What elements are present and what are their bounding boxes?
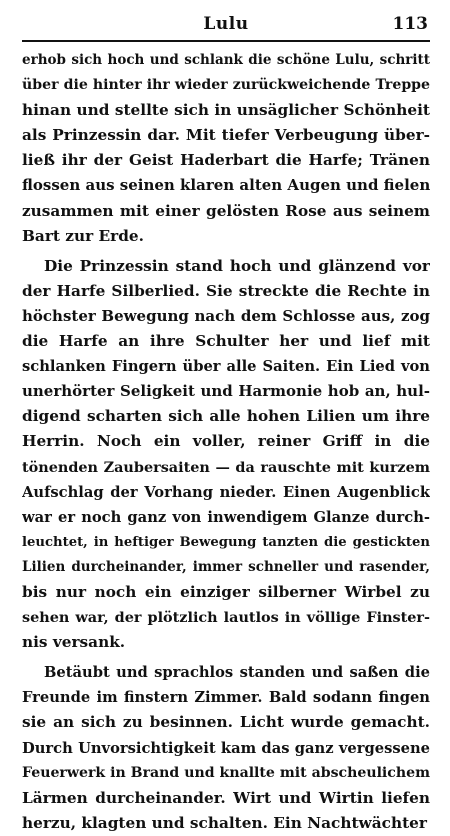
running-title: Lulu [203,14,249,34]
text-line: höchster Bewegung nach dem Schlosse aus, zog [22,306,430,325]
text-line: hinan und stellte sich in unsäglicher Schönheit [22,101,430,120]
text-line: Die Prinzessin stand hoch und glänzend vor [44,256,430,275]
text-line: Betäubt und sprachlos standen und saßen die [44,664,430,682]
text-line: nis versank. [22,633,126,652]
text-line: bis nur noch ein einziger silberner Wirbel zu [22,582,430,601]
text-line: digend scharten sich alle hohen Lilien um ihre [22,407,430,426]
text-line: sehen war, der plötzlich lautlos in völlige Finster- [22,609,430,627]
text-line: Lilien durcheinander, immer schneller und rasender, [22,558,430,575]
text-line: die Harfe an ihre Schulter her und lief mit [22,332,430,351]
text-line: Herrin. Noch ein voller, reiner Griff in die [22,432,430,451]
header-rule [22,40,430,42]
text-line: erhob sich hoch und schlank die schöne Lulu, schritt [22,52,430,68]
text-line: Feuerwerk in Brand und knallte mit abscheulichem [22,764,430,781]
text-line: tönenden Zaubersaiten — da rauschte mit kurzem [22,458,430,476]
text-line: der Harfe Silberlied. Sie streckte die Rechte in [22,281,430,300]
text-line: Aufschlag der Vorhang nieder. Einen Augenblick [22,483,430,501]
text-line: unerhörter Seligkeit und Harmonie hob an, hul- [22,382,430,401]
text-line: sie an sich zu besinnen. Licht wurde gemacht. [22,713,430,732]
text-line: als Prinzessin dar. Mit tiefer Verbeugung über- [22,126,430,145]
text-line: Bart zur Erde. [22,226,144,245]
text-line: über die hinter ihr wieder zurückweichende Treppe [22,77,430,94]
text-line: schlanken Fingern über alle Saiten. Ein Lied von [22,358,430,376]
text-line: flossen aus seinen klaren alten Augen und fielen [22,176,430,195]
body-text [22,48,430,836]
text-line: leuchtet, in heftiger Bewegung tanzten die gestickten [22,534,430,550]
text-line: Lärmen durcheinander. Wirt und Wirtin liefen [22,788,430,807]
page-number: 113 [392,14,428,34]
text-line: herzu, klagten und schalten. Ein Nachtwächter [22,813,427,832]
page-header [22,10,430,40]
text-line: war er noch ganz von inwendigem Glanze durch- [22,508,430,526]
text-line: Durch Unvorsichtigkeit kam das ganz vergessene [22,739,430,757]
text-line: Freunde im finstern Zimmer. Bald sodann fingen [22,689,430,707]
text-line: ließ ihr der Geist Haderbart die Harfe; Tränen [22,151,430,170]
text-line: zusammen mit einer gelösten Rose aus seinem [22,201,430,220]
